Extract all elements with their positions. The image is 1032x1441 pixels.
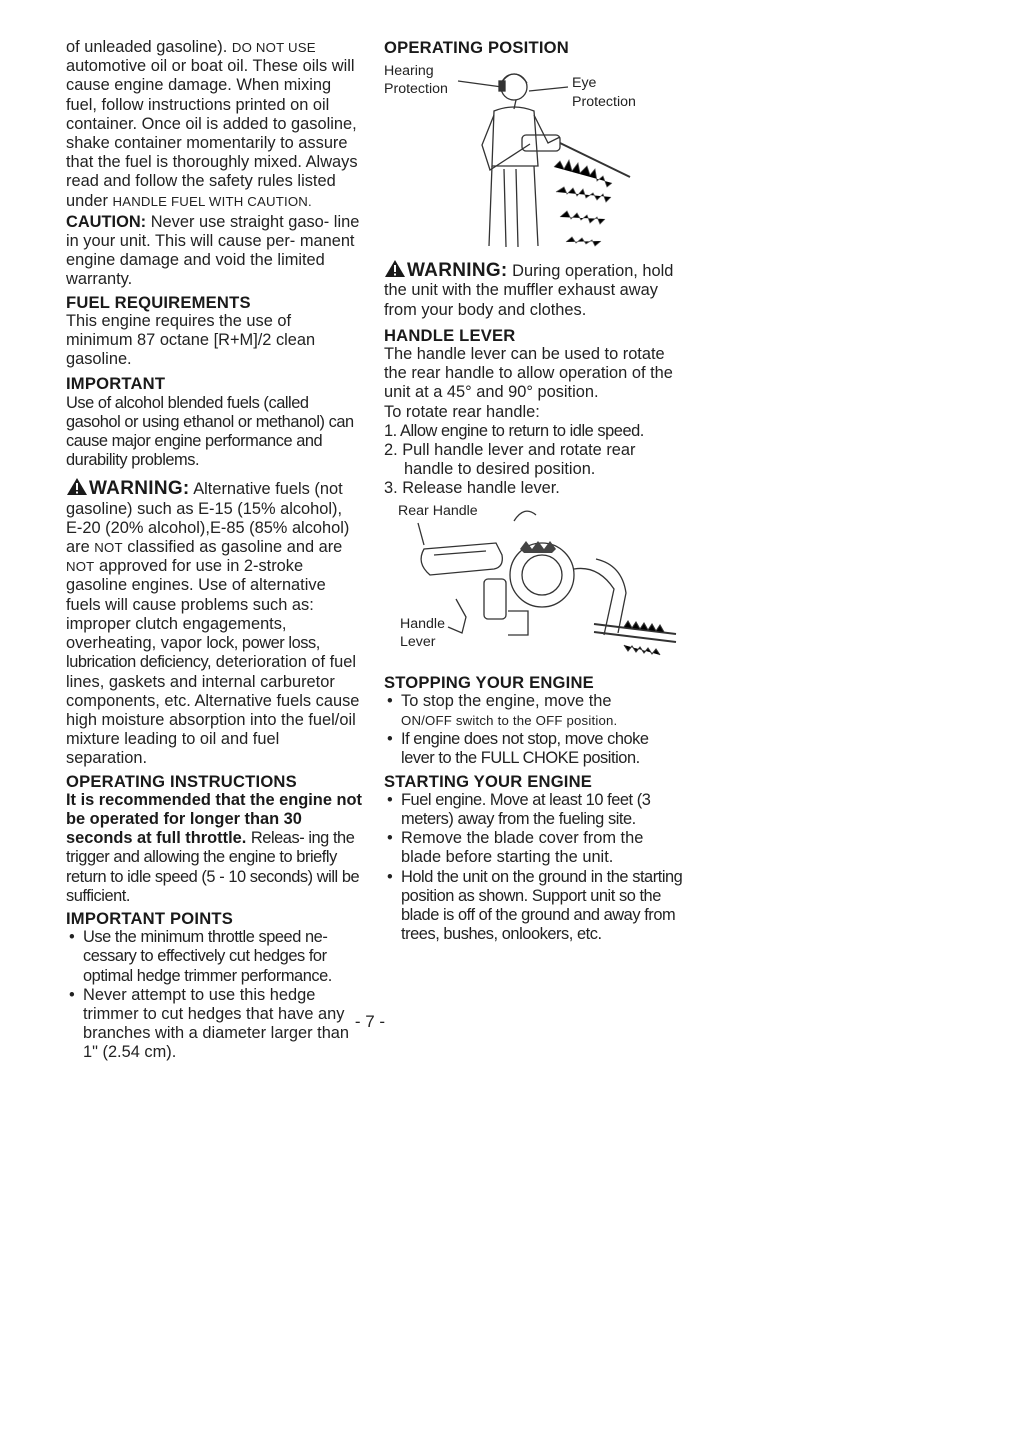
important-heading: IMPORTANT <box>66 374 166 394</box>
list-item: • Remove the blade cover from the blade before starting the unit. <box>384 829 684 867</box>
operating-position-figure: Hearing Protection Eye Protection <box>384 57 684 257</box>
caution-paragraph: CAUTION: Never use straight gaso- line in your unit. This will cause per- manent engine damage and void the limited warranty. <box>66 212 360 289</box>
rotate-intro: To rotate rear handle: <box>384 402 540 421</box>
fuel-requirements-text: This engine requires the use of minimum 87 octane [R+M]/2 clean gasoline. <box>66 311 316 369</box>
list-item: • Hold the unit on the ground in the starting position as shown. Support unit so the blade is off of the ground and away from trees, bushes, onlookers, etc. <box>384 868 684 945</box>
important-text: Use of alcohol blended fuels (called gasohol or using ethanol or methanol) can cause major engine performance and durability problems. <box>66 393 354 470</box>
operating-instructions-heading: OPERATING INSTRUCTIONS <box>66 771 297 791</box>
stopping-engine-heading: STOPPING YOUR ENGINE <box>384 672 594 692</box>
operating-instructions-paragraph: It is recommended that the engine not be operated for longer than 30 seconds at full throttle. Releas- ing the trigger and allowing the engine to briefly return to idle speed (5 - 10 seconds) will be sufficient. <box>66 790 362 905</box>
list-item: 3. Release handle lever. <box>384 479 560 498</box>
list-item: 2. Pull handle lever and rotate rear handle to desired position. <box>384 441 636 479</box>
left-column <box>66 38 362 1063</box>
warning-triangle-icon <box>384 259 406 278</box>
list-item: • Fuel engine. Move at least 10 feet (3 meters) away from the fueling site. <box>384 791 684 829</box>
page-number: - 7 - <box>354 1012 386 1031</box>
fuel-requirements-heading: FUEL REQUIREMENTS <box>66 292 251 312</box>
starting-engine-list <box>384 791 684 945</box>
handle-lever-heading: HANDLE LEVER <box>384 325 516 345</box>
list-item: • To stop the engine, move the ON/OFF switch to the OFF position. <box>384 692 684 730</box>
list-item: 1. Allow engine to return to idle speed. <box>384 421 644 440</box>
list-item: • Never attempt to use this hedge trimmer to cut hedges that have any branches with a diameter larger than 1" (2.54 cm). <box>66 986 362 1063</box>
handle-lever-figure: Rear Handle Handle Lever <box>384 499 684 667</box>
right-column <box>384 38 684 944</box>
rotate-steps-list <box>384 422 684 499</box>
warning-alt-fuels-paragraph: WARNING: Alternative fuels (not gasoline) such as E-15 (15% alcohol), E-20 (20% alcohol),E-85 (85% alcohol) are NOT classified as gasoline and are NOT approved for use in 2-stroke gasoline engines. Use of alternative fuels will cause problems such as: improper clutch engagements, overheating, vapor lock, power loss, lubrication deficiency, deterioration of fuel lines, gaskets and internal carburetor components, etc. Alternative fuels cause high moisture absorption into the fuel/oil mixture leading to oil and fuel separation. <box>66 478 360 768</box>
fuel-mixing-paragraph: of unleaded gasoline). DO NOT USE automotive oil or boat oil. These oils will cause engine damage. When mixing fuel, follow instructions printed on oil container. Once oil is added to gasoline, shake container momentarily to assure that the fuel is thoroughly mixed. Always read and follow the safety rules listed under HANDLE FUEL WITH CAUTION. <box>66 38 358 210</box>
starting-engine-heading: STARTING YOUR ENGINE <box>384 771 593 791</box>
list-item: • If engine does not stop, move choke lever to the FULL CHOKE position. <box>384 730 684 768</box>
stopping-engine-list <box>384 692 684 769</box>
handle-lever-text: The handle lever can be used to rotate the rear handle to allow operation of the unit at a 45° and 90° position. <box>384 345 673 402</box>
important-points-list <box>66 928 362 1062</box>
warning-exhaust-paragraph: WARNING: During operation, hold the unit with the muffler exhaust away from your body and clothes. <box>384 260 674 319</box>
trimmer-illustration <box>384 499 684 667</box>
operating-position-heading: OPERATING POSITION <box>384 38 569 57</box>
operator-illustration <box>384 57 684 257</box>
caution-label: CAUTION: <box>66 212 147 231</box>
warning-triangle-icon <box>66 477 88 496</box>
list-item: • Use the minimum throttle speed ne- cessary to effectively cut hedges for optimal hedge trimmer performance. <box>66 928 362 986</box>
important-points-heading: IMPORTANT POINTS <box>66 908 233 928</box>
